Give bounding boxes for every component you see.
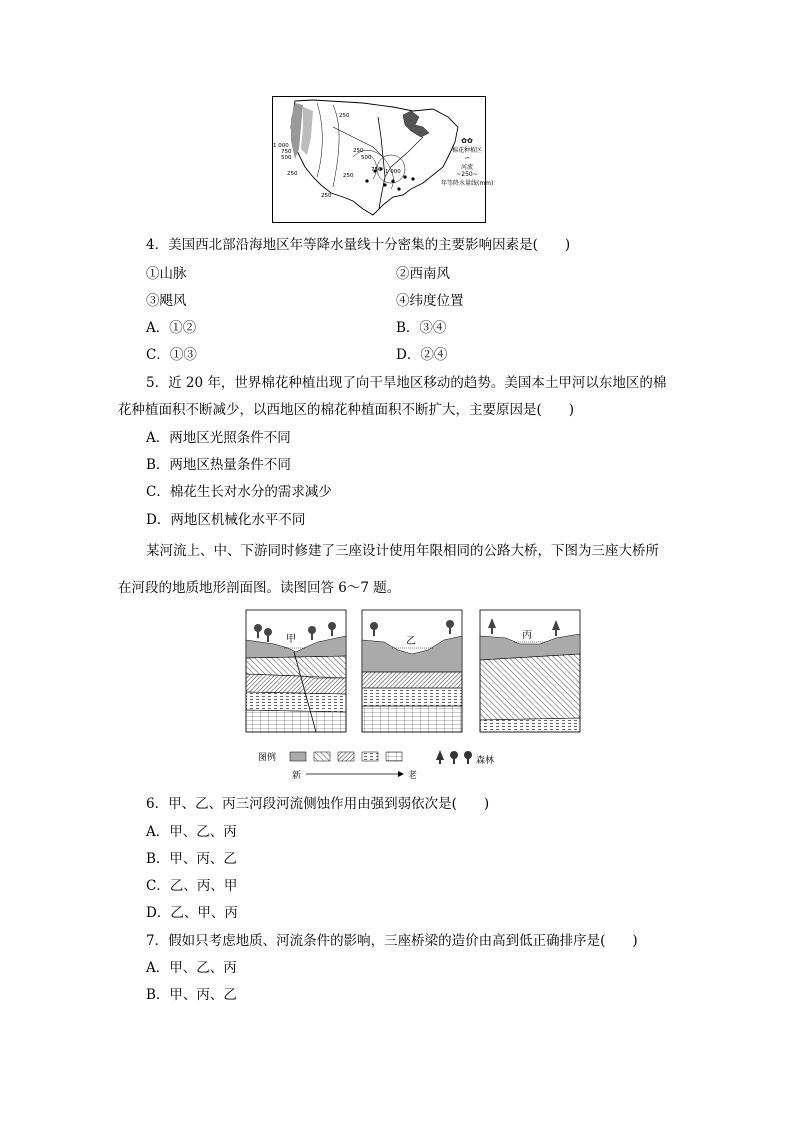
q4-item-3: ③飓风: [146, 293, 187, 309]
profile-label-jia: 甲: [286, 634, 296, 645]
legend-swatch-1: [290, 752, 306, 761]
q6-option-d[interactable]: D．乙、甲、丙: [146, 905, 238, 921]
question-5-stem-line1: 5．近 20 年，世界棉花种植出现了向干旱地区移动的趋势。美国本土甲河以东地区的棉: [146, 375, 667, 391]
legend-swatch-3: [338, 752, 354, 761]
legend-new: 新: [292, 771, 302, 781]
q7-option-b[interactable]: B．甲、丙、乙: [146, 987, 237, 1003]
profile-yi: [362, 610, 462, 732]
isoline-legend-label: 年等降水量线(mm): [441, 180, 494, 187]
q6-option-b[interactable]: B．甲、丙、乙: [146, 851, 237, 867]
map-label-750-w: 750: [281, 149, 292, 155]
q4-item-2: ②西南风: [396, 266, 450, 282]
intro-line2: 在河段的地质地形剖面图。读图回答 6～7 题。: [118, 580, 401, 596]
legend-swatch-2: [314, 752, 330, 761]
question-5-stem-line2: 花种植面积不断减少，以西地区的棉花种植面积不断扩大，主要原因是( ): [118, 402, 575, 418]
legend-title: 图例: [258, 753, 277, 763]
q4-option-c[interactable]: C．①③: [146, 347, 197, 363]
cotton-legend-label: 棉花种植区: [451, 147, 482, 154]
q7-option-a[interactable]: A．甲、乙、丙: [146, 960, 237, 976]
map-legend: [441, 137, 494, 187]
q6-option-a[interactable]: A．甲、乙、丙: [146, 824, 237, 840]
profile-label-bing: 丙: [522, 630, 532, 641]
q6-option-c[interactable]: C．乙、丙、甲: [146, 878, 238, 894]
us-precipitation-map: [272, 96, 494, 223]
geology-profiles-figure: [244, 608, 584, 783]
q5-option-c[interactable]: C．棉花生长对水分的需求减少: [146, 484, 332, 500]
q5-option-a[interactable]: A．两地区光照条件不同: [146, 430, 291, 446]
river-legend-label: 河流: [460, 164, 473, 171]
map-label-250-w: 250: [287, 171, 298, 177]
map-label-250-sw: 250: [321, 193, 332, 199]
intro-line1: 某河流上、中、下游同时修建了三座设计使用年限相同的公路大桥，下图为三座大桥所: [146, 543, 659, 559]
legend-old: 老: [408, 771, 418, 781]
legend-swatch-5: [386, 752, 402, 761]
q5-option-d[interactable]: D．两地区机械化水平不同: [146, 512, 306, 528]
q4-item-1: ①山脉: [146, 266, 187, 282]
map-label-750-c: 750: [371, 167, 382, 173]
forest-icon: [436, 750, 472, 764]
river-legend-icon: ∽: [464, 154, 470, 162]
map-label-500-c: 500: [361, 155, 372, 161]
map-label-250-n: 250: [339, 113, 350, 119]
q4-option-d[interactable]: D．②④: [396, 347, 448, 363]
profile-jia: [246, 610, 346, 732]
profiles-drawing: [244, 608, 584, 783]
isoline-legend-sample: ~250~: [456, 171, 478, 178]
q4-option-b[interactable]: B．③④: [396, 320, 447, 336]
legend-swatch-4: [362, 752, 378, 761]
profile-bing: [480, 610, 580, 732]
q4-item-4: ④纬度位置: [396, 293, 464, 309]
q4-option-a[interactable]: A．①②: [146, 320, 197, 336]
question-4-stem: 4．美国西北部沿海地区年等降水量线十分密集的主要影响因素是( ): [146, 237, 571, 253]
profile-label-yi: 乙: [406, 636, 416, 647]
map-label-1000-w: 1 000: [273, 143, 289, 149]
map-label-250-c: 250: [353, 148, 364, 154]
question-6-stem: 6．甲、乙、丙三河段河流侧蚀作用由强到弱依次是( ): [146, 796, 490, 812]
map-label-250-s: 250: [343, 173, 354, 179]
legend-forest: 森林: [476, 756, 495, 766]
question-7-stem: 7．假如只考虑地质、河流条件的影响，三座桥梁的造价由高到低正确排序是( ): [146, 933, 638, 949]
q5-option-b[interactable]: B．两地区热量条件不同: [146, 457, 291, 473]
cotton-legend-icon: ✿✿: [461, 137, 473, 145]
map-label-500-w: 500: [281, 155, 292, 161]
map-label-1000-c: 1 000: [385, 169, 401, 175]
